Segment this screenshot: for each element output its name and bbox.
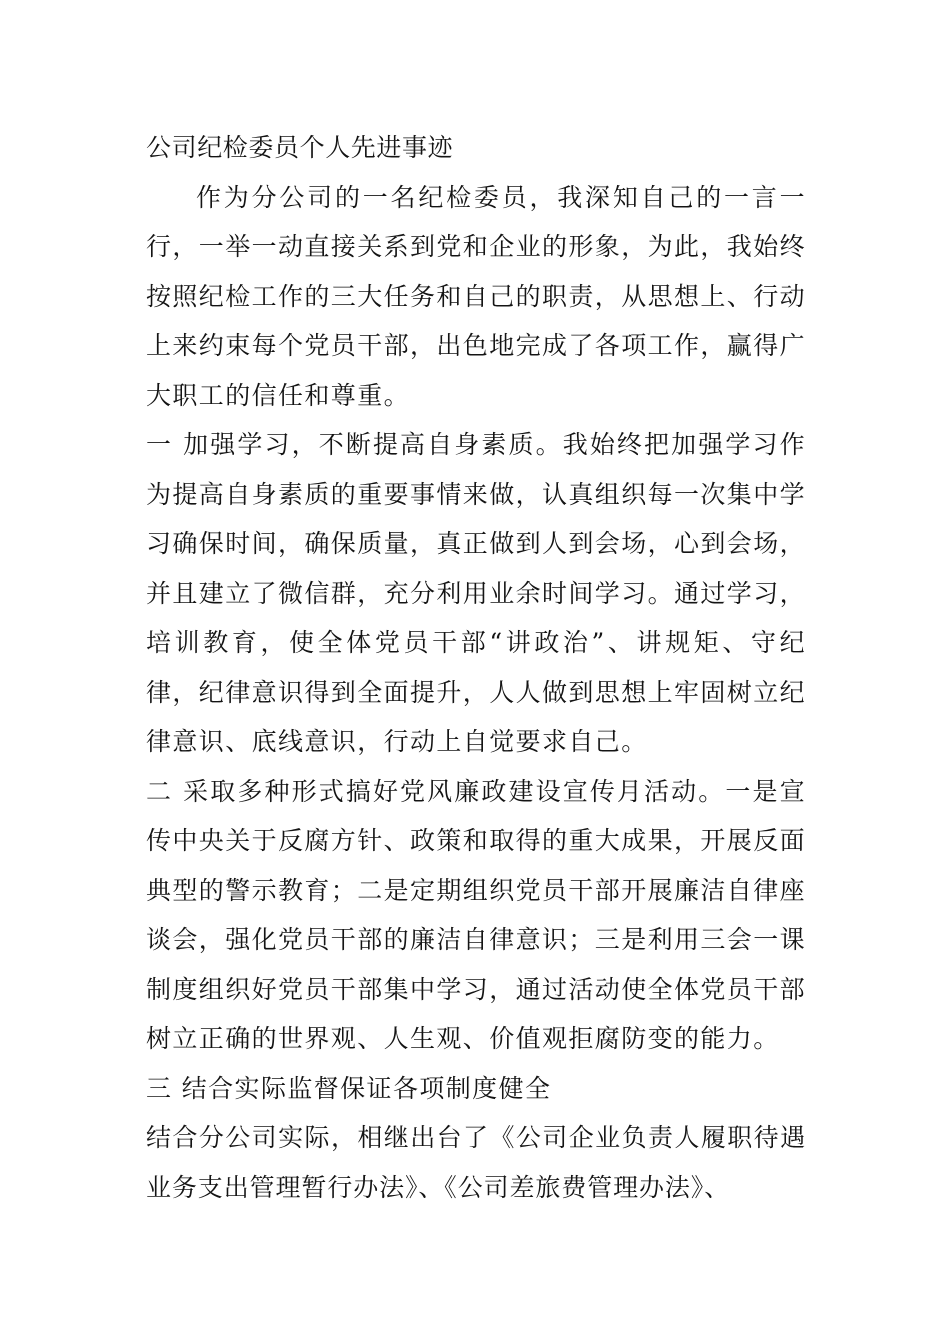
document-title: 公司纪检委员个人先进事迹 <box>146 133 454 162</box>
section-2-paragraph: 二 采取多种形式搞好党风廉政建设宣传月活动。一是宣传中央关于反腐方针、政策和取得的重大成果，开展反面典型的警示教育；二是定期组织党员干部开展廉洁自律座谈会，强化党员干部的廉洁自律意识；三是利用三会一课制度组织好党员干部集中学习，通过活动使全体党员干部树立正确的世界观、人生观、价值观拒腐防变的能力。 <box>146 776 807 1053</box>
section-3-heading: 三 结合实际监督保证各项制度健全 <box>146 1073 552 1103</box>
document-body <box>146 123 806 1212</box>
intro-paragraph: 作为分公司的一名纪检委员，我深知自己的一言一行，一举一动直接关系到党和企业的形象，为此，我始终按照纪检工作的三大任务和自己的职责，从思想上、行动上来约束每个党员干部，出色地完成了各项工作，赢得广大职工的信任和尊重。 <box>146 182 807 410</box>
section-1-paragraph: 一 加强学习，不断提高自身素质。我始终把加强学习作为提高自身素质的重要事情来做，认真组织每一次集中学习确保时间，确保质量，真正做到人到会场，心到会场，并且建立了微信群，充分利用业余时间学习。通过学习，培训教育，使全体党员干部“讲政治”、讲规矩、守纪律，纪律意识得到全面提升，人人做到思想上牢固树立纪律意识、底线意识，行动上自觉要求自己。 <box>146 430 807 756</box>
section-3-paragraph: 结合分公司实际，相继出台了《公司企业负责人履职待遇业务支出管理暂行办法》、《公司差旅费管理办法》、 <box>146 1123 806 1202</box>
